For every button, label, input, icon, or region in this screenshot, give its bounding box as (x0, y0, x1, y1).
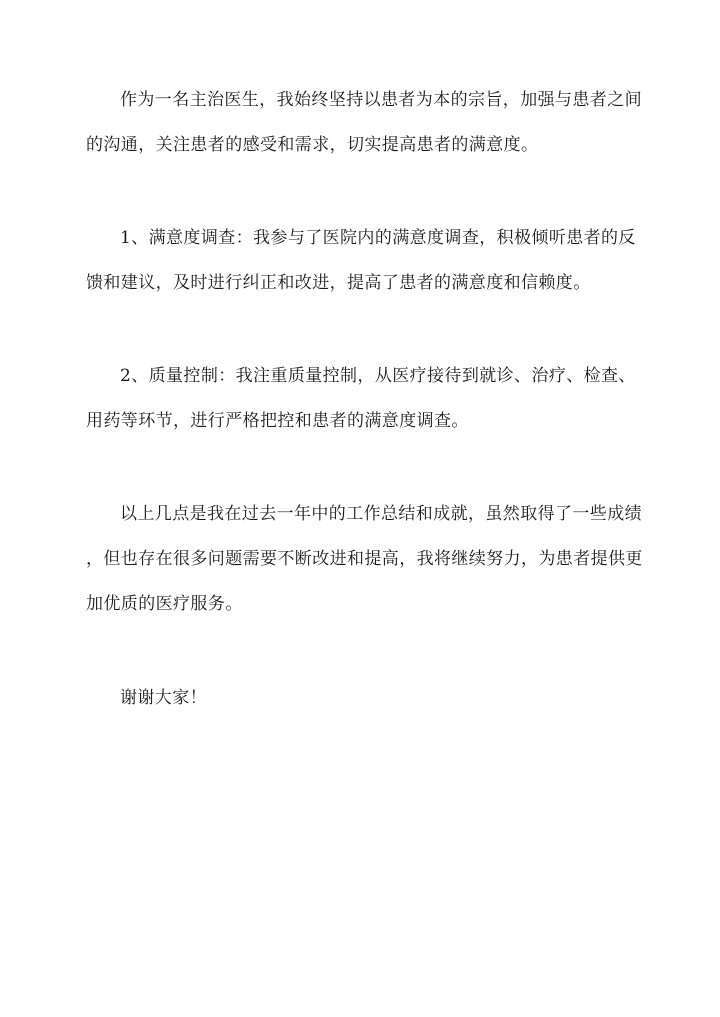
paragraph-line: 谢谢大家！ (120, 688, 207, 708)
paragraph-satisfaction-survey (86, 216, 642, 306)
paragraph-quality-control (86, 354, 642, 444)
paragraph-line: 馈和建议，及时进行纠正和改进，提高了患者的满意度和信赖度。 (86, 273, 591, 293)
paragraph-line: 2、质量控制：我注重质量控制，从医疗接待到就诊、治疗、检查、 (120, 366, 636, 386)
paragraph-line: 以上几点是我在过去一年中的工作总结和成就，虽然取得了一些成绩 (120, 504, 642, 524)
paragraph-line: ，但也存在很多问题需要不断改进和提高，我将继续努力，为患者提供更 (86, 549, 643, 569)
paragraph-line: 作为一名主治医生，我始终坚持以患者为本的宗旨，加强与患者之间 (120, 90, 642, 110)
paragraph-line: 用药等环节，进行严格把控和患者的满意度调查。 (86, 411, 469, 431)
paragraph-line: 加优质的医疗服务。 (86, 594, 243, 614)
paragraph-line: 1、满意度调查：我参与了医院内的满意度调查，积极倾听患者的反 (120, 228, 636, 248)
paragraph-doctor-commitment (86, 78, 642, 168)
paragraph-closing-thanks (86, 676, 642, 721)
paragraph-summary (86, 492, 642, 627)
paragraph-line: 的沟通，关注患者的感受和需求，切实提高患者的满意度。 (86, 135, 539, 155)
